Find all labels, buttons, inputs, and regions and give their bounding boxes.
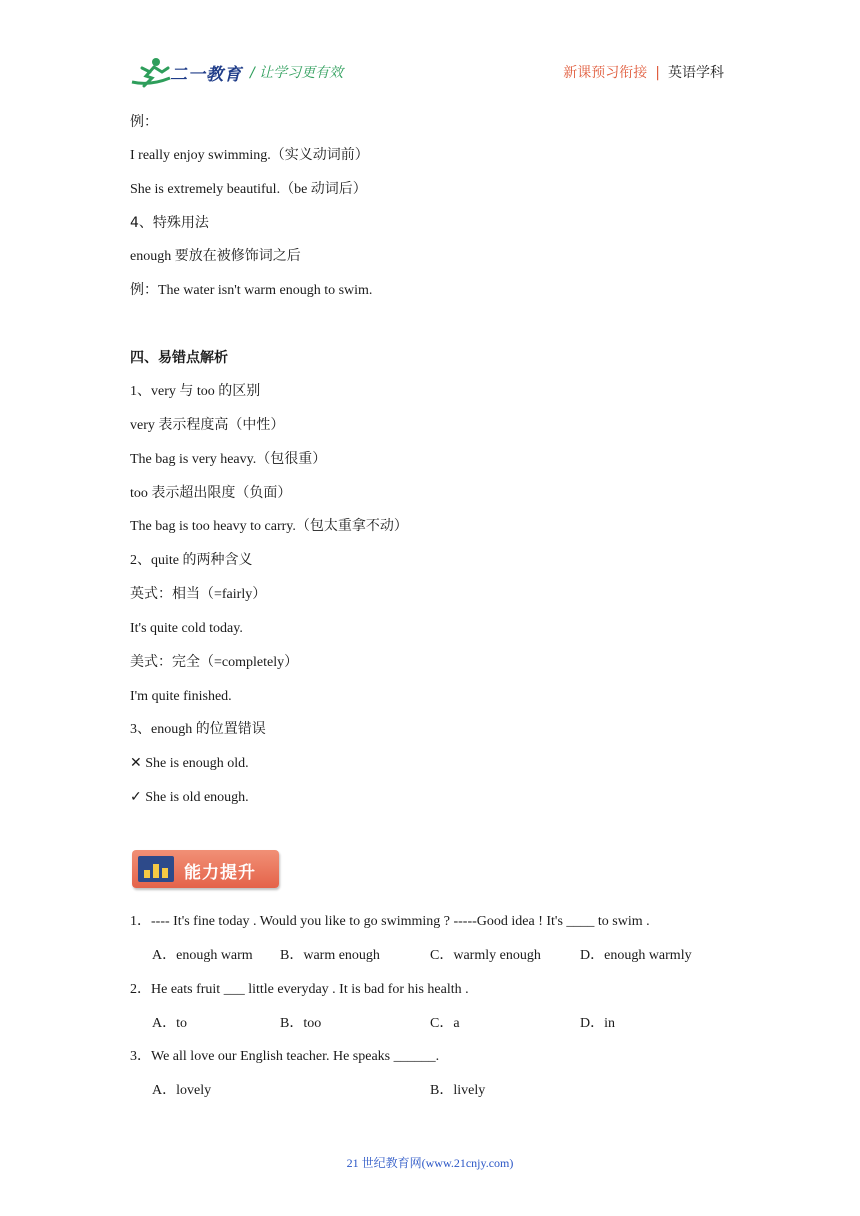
bar-chart-icon <box>138 856 174 882</box>
question-stem: 3．We all love our English teacher. He speaks ______. <box>130 1049 440 1064</box>
subject-label: 英语学科 <box>668 65 724 81</box>
logo-text: 二一教育 <box>170 65 242 85</box>
body-line: The bag is too heavy to carry.（包太重拿不动） <box>130 519 408 534</box>
slogan: / 让学习更有效 <box>250 65 344 81</box>
body-line: enough 要放在被修饰词之后 <box>130 249 301 264</box>
body-line: 3、enough 的位置错误 <box>130 722 266 737</box>
section-title: 四、易错点解析 <box>130 350 228 366</box>
header-separator: | <box>655 65 660 81</box>
option: B．too <box>280 1016 322 1031</box>
body-line: 4、特殊用法 <box>130 215 209 231</box>
page-footer: 21 世纪教育网(www.21cnjy.com) <box>346 1156 514 1170</box>
ability-badge <box>132 850 279 888</box>
option: C．a <box>430 1016 460 1031</box>
option: C．warmly enough <box>430 948 541 963</box>
body-line: I really enjoy swimming.（实义动词前） <box>130 148 369 163</box>
badge-label: 能力提升 <box>184 863 256 883</box>
wrong-example: ✕ She is enough old. <box>130 756 249 771</box>
header-right <box>563 62 724 82</box>
page-header <box>0 0 860 100</box>
body-line: 英式：相当（=fairly） <box>130 587 267 602</box>
body-line: very 表示程度高（中性） <box>130 418 285 433</box>
option: A．lovely <box>152 1083 212 1098</box>
option: A．enough warm <box>152 948 253 963</box>
body-line: 2、quite 的两种含义 <box>130 553 253 568</box>
question-stem: 1．---- It's fine today . Would you like to go swimming ? -----Good idea ! It's ____ to swim . <box>130 914 650 929</box>
body-line: She is extremely beautiful.（be 动词后） <box>130 182 367 197</box>
series-label: 新课预习衔接 <box>563 65 648 81</box>
correct-example: ✓ She is old enough. <box>130 790 249 805</box>
question-stem: 2．He eats fruit ___ little everyday . It is bad for his health . <box>130 982 469 997</box>
option: D．in <box>580 1016 615 1031</box>
option: B．warm enough <box>280 948 380 963</box>
body-line: 1、very 与 too 的区别 <box>130 384 261 399</box>
body-line: The bag is very heavy.（包很重） <box>130 452 327 467</box>
body-line: 例：The water isn't warm enough to swim. <box>130 283 373 298</box>
body-line: It's quite cold today. <box>130 621 243 636</box>
body-line: 美式：完全（=completely） <box>130 655 299 670</box>
body-line: 例： <box>130 114 158 130</box>
body-line: I'm quite finished. <box>130 689 232 704</box>
option: B．lively <box>430 1083 486 1098</box>
option: A．to <box>152 1016 187 1031</box>
body-line: too 表示超出限度（负面） <box>130 486 292 501</box>
option: D．enough warmly <box>580 948 692 963</box>
